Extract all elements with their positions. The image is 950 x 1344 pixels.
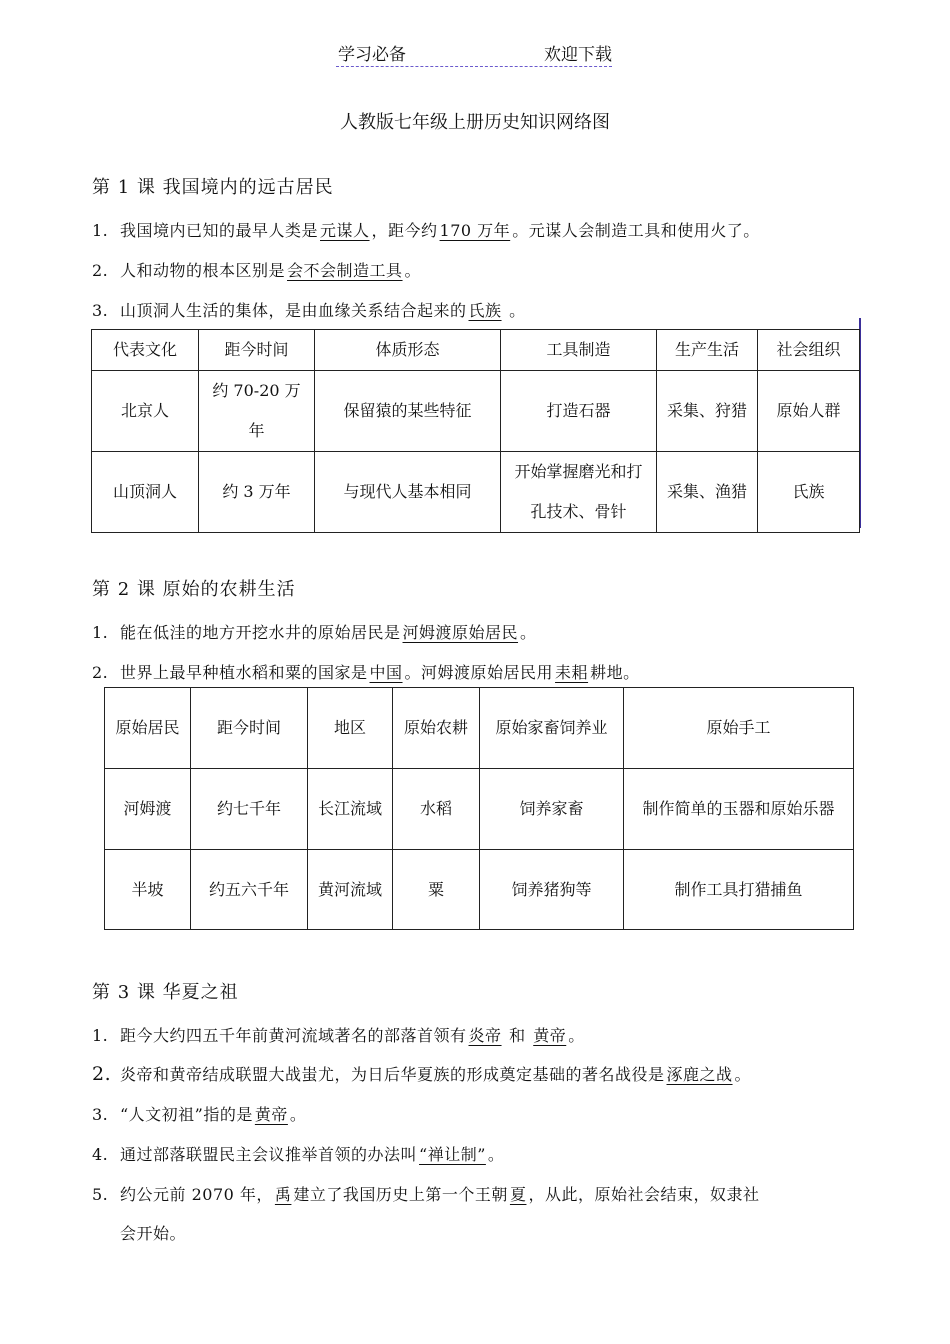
item-text: 。: [289, 1105, 307, 1124]
item-number: 5.: [92, 1185, 109, 1204]
header-left: 学习必备: [338, 45, 406, 65]
table-cell: 保留猿的某些特征: [315, 371, 501, 452]
item-number: 3.: [92, 1105, 109, 1124]
item-text: 。: [568, 1026, 585, 1045]
table-cell: 氏族: [758, 452, 860, 533]
item-text: 。: [404, 261, 422, 280]
item-number: 4.: [92, 1145, 109, 1164]
item-text: 山顶洞人生活的集体，是由血缘关系结合起来的: [120, 301, 467, 320]
table-header-row: [105, 688, 854, 769]
header-cell: 原始农耕: [393, 688, 480, 769]
table-cell: 黄河流域: [308, 850, 393, 930]
answer: 会不会制造工具: [287, 261, 403, 280]
header-cell: 代表文化: [92, 330, 199, 371]
table-cell: 北京人: [92, 371, 199, 452]
table-row: [92, 371, 860, 452]
table-header-row: [92, 330, 860, 371]
item-text: 。元谋人会制造工具和使用火了。: [512, 221, 760, 240]
lesson-1-heading: 第 1 课 我国境内的远古居民: [92, 177, 334, 198]
table-cell: 饲养猪狗等: [480, 850, 624, 930]
answer: 170 万年: [439, 221, 511, 240]
header-cell: 原始家畜饲养业: [480, 688, 624, 769]
item-text: 人和动物的根本区别是: [120, 261, 286, 280]
lesson-3-heading: 第 3 课 华夏之祖: [92, 982, 239, 1003]
lesson-1-item-1: [92, 218, 760, 241]
table-cell: 河姆渡: [105, 769, 191, 850]
item-text: 。: [734, 1065, 752, 1084]
item-text: 耕地。: [590, 663, 640, 682]
table-cell: 饲养家畜: [480, 769, 624, 850]
lesson-3-item-3: [92, 1102, 306, 1125]
table-row: [105, 850, 854, 930]
table-cell: 山顶洞人: [92, 452, 199, 533]
item-number: 2.: [92, 663, 109, 682]
lesson-1-item-3: [92, 298, 526, 321]
answer: 禹: [274, 1185, 292, 1204]
answer: 夏: [509, 1185, 527, 1204]
lesson-3-item-1: [92, 1023, 585, 1046]
answer: 耒耜: [555, 663, 589, 682]
lesson-3-item-5: [92, 1182, 759, 1205]
lesson-3-item-5-continued: [120, 1221, 186, 1244]
item-text: 和: [503, 1026, 532, 1045]
header-cell: 原始居民: [105, 688, 191, 769]
header-cell: 生产生活: [657, 330, 758, 371]
item-number: 2.: [92, 1063, 112, 1085]
item-text: 会开始。: [120, 1224, 187, 1243]
answer: 氏族: [468, 301, 502, 320]
table-cell: 制作工具打猎捕鱼: [624, 850, 854, 930]
lesson-2-table: [104, 687, 854, 930]
item-number: 1.: [92, 623, 109, 642]
header-cell: 原始手工: [624, 688, 854, 769]
lesson-1-item-2: [92, 258, 421, 281]
answer: 黄帝: [533, 1026, 567, 1045]
item-text: 炎帝和黄帝结成联盟大战蚩尤，为日后华夏族的形成奠定基础的著名战役是: [120, 1065, 665, 1084]
item-number: 1.: [92, 221, 109, 240]
table-cell: 约七千年: [191, 769, 308, 850]
answer: 中国: [369, 663, 403, 682]
lesson-2-item-2: [92, 660, 640, 683]
item-text: 我国境内已知的最早人类是: [120, 221, 319, 240]
table-cell: 约五六千年: [191, 850, 308, 930]
table-cell: 制作简单的玉器和原始乐器: [624, 769, 854, 850]
item-text: 世界上最早种植水稻和粟的国家是: [120, 663, 368, 682]
answer: 炎帝: [468, 1026, 502, 1045]
item-text: 建立了我国历史上第一个王朝: [293, 1185, 508, 1204]
header-right: 欢迎下载: [544, 45, 612, 65]
table-cell: 水稻: [393, 769, 480, 850]
header-cell: 距今时间: [191, 688, 308, 769]
lesson-2-item-1: [92, 620, 537, 643]
header-cell: 工具制造: [501, 330, 657, 371]
table-cell: 开始掌握磨光和打孔技术、骨针: [501, 452, 657, 533]
item-text: 。: [487, 1145, 505, 1164]
answer: 元谋人: [320, 221, 370, 240]
answer: 黄帝: [254, 1105, 288, 1124]
item-text: 。: [503, 301, 526, 320]
item-text: “人文初祖”指的是: [120, 1105, 253, 1124]
item-number: 1.: [92, 1026, 109, 1045]
item-text: 距今大约四五千年前黄河流域著名的部落首领有: [120, 1026, 467, 1045]
lesson-1-table: [91, 329, 860, 533]
item-text: 通过部落联盟民主会议推举首领的办法叫: [120, 1145, 418, 1164]
table-cell: 长江流域: [308, 769, 393, 850]
item-text: ，距今约: [371, 221, 438, 240]
header-cell: 社会组织: [758, 330, 860, 371]
table-row: [92, 452, 860, 533]
table-cell: 与现代人基本相同: [315, 452, 501, 533]
item-text: 约公元前 2070 年，: [120, 1185, 273, 1204]
lesson-3-item-4: [92, 1142, 504, 1165]
item-text: 。河姆渡原始居民用: [404, 663, 554, 682]
document-title: 人教版七年级上册历史知识网络图: [340, 112, 610, 133]
table-cell: 采集、渔猎: [657, 452, 758, 533]
answer: 涿鹿之战: [666, 1065, 733, 1084]
table-cell: 粟: [393, 850, 480, 930]
answer: “禅让制”: [419, 1145, 486, 1164]
table-cell: 约 70-20 万年: [199, 371, 315, 452]
item-number: 3.: [92, 301, 109, 320]
table-row: [105, 769, 854, 850]
item-text: ，从此，原始社会结束，奴隶社: [528, 1185, 760, 1204]
answer: 河姆渡原始居民: [402, 623, 519, 642]
header-cell: 体质形态: [315, 330, 501, 371]
table-cell: 原始人群: [758, 371, 860, 452]
item-text: 。: [520, 623, 537, 642]
table-cell: 约 3 万年: [199, 452, 315, 533]
table-cell: 打造石器: [501, 371, 657, 452]
lesson-2-heading: 第 2 课 原始的农耕生活: [92, 579, 296, 600]
item-text: 能在低洼的地方开挖水井的原始居民是: [120, 623, 401, 642]
header-cell: 距今时间: [199, 330, 315, 371]
page-header: [336, 38, 612, 67]
lesson-3-item-2: [92, 1062, 751, 1085]
table-cell: 半坡: [105, 850, 191, 930]
table-cell: 采集、狩猎: [657, 371, 758, 452]
item-number: 2.: [92, 261, 109, 280]
header-cell: 地区: [308, 688, 393, 769]
